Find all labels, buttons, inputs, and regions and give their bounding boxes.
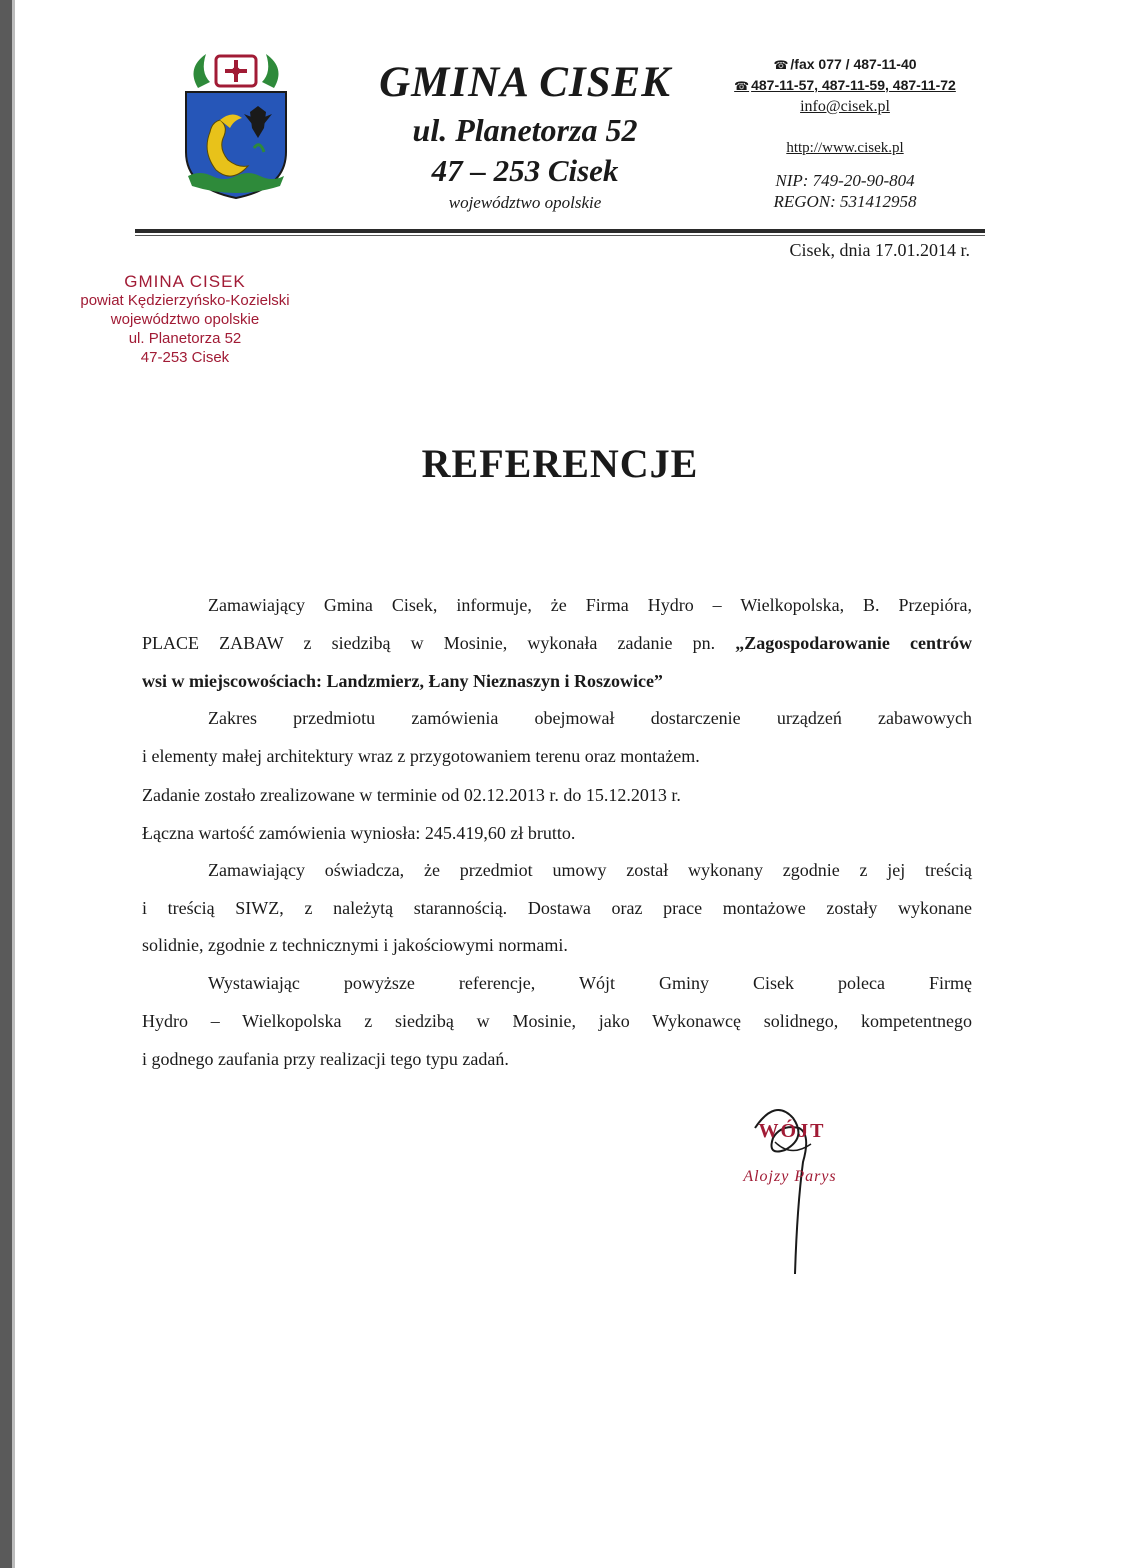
body-line: Zamawiający Gmina Cisek, informuje, że Firma Hydro – Wielkopolska, B. Przepióra, <box>208 595 972 615</box>
task-name: „Zagospodarowanie centrów <box>735 633 972 653</box>
body-line: i treścią SIWZ, z należytą starannością. Dostawa oraz prace montażowe zostały wykonane <box>142 898 972 918</box>
stamp-line: 47-253 Cisek <box>140 349 230 366</box>
body-line <box>142 633 972 653</box>
official-stamp <box>40 272 330 367</box>
body-line: Łączna wartość zamówienia wyniosła: 245.419,60 zł brutto. <box>142 823 576 843</box>
scan-edge-highlight <box>12 0 15 1568</box>
body-line: i elementy małej architektury wraz z przygotowaniem terenu oraz montażem. <box>142 746 700 766</box>
coat-of-arms-icon <box>180 48 292 202</box>
task-name-continued: wsi w miejscowościach: Landzmierz, Łany Nieznaszyn i Roszowice” <box>142 671 663 691</box>
body-line: Zakres przedmiotu zamówienia obejmował dostarczenie urządzeń zabawowych <box>208 708 972 728</box>
municipality-street: ul. Planetorza 52 <box>412 112 638 148</box>
body-line: Wystawiając powyższe referencje, Wójt Gminy Cisek poleca Firmę <box>208 973 972 993</box>
stamp-line: województwo opolskie <box>110 311 260 328</box>
municipality-title: GMINA CISEK <box>379 59 671 106</box>
header-divider <box>135 229 985 233</box>
header-divider-thin <box>135 235 985 236</box>
phone-icon: ☎ <box>773 58 789 72</box>
stamp-line: ul. Planetorza 52 <box>128 330 242 347</box>
scan-edge <box>0 0 12 1568</box>
contact-website[interactable]: http://www.cisek.pl <box>786 140 904 156</box>
contact-regon: REGON: 531412958 <box>773 192 917 211</box>
contact-fax-text: /fax 077 / 487-11-40 <box>790 56 917 72</box>
body-line: Zamawiający oświadcza, że przedmiot umowy został wykonany zgodnie z jej treścią <box>208 860 972 880</box>
stamp-line: powiat Kędzierzyńsko-Kozielski <box>80 292 290 309</box>
contact-nip: NIP: 749-20-90-804 <box>775 171 915 190</box>
municipality-region: województwo opolskie <box>448 193 602 212</box>
stamp-line: GMINA CISEK <box>124 272 246 291</box>
contact-phones-text: 487-11-57, 487-11-59, 487-11-72 <box>751 77 956 93</box>
body-line: Zadanie zostało zrealizowane w terminie od 02.12.2013 r. do 15.12.2013 r. <box>142 785 681 805</box>
contact-fax <box>720 56 970 72</box>
body-line: i godnego zaufania przy realizacji tego typu zadań. <box>142 1049 509 1069</box>
body-line: solidnie, zgodnie z technicznymi i jakościowymi normami. <box>142 935 568 955</box>
contact-email[interactable]: info@cisek.pl <box>800 98 890 115</box>
body-line: Hydro – Wielkopolska z siedzibą w Mosinie, jako Wykonawcę solidnego, kompetentnego <box>142 1011 972 1031</box>
body-text: PLACE ZABAW z siedzibą w Mosinie, wykonała zadanie pn. <box>142 633 736 653</box>
contact-phones <box>720 77 970 93</box>
document-date: Cisek, dnia 17.01.2014 r. <box>789 240 970 260</box>
phone-icon: ☎ <box>734 79 750 93</box>
signature-title: WÓJT <box>758 1120 826 1142</box>
municipality-zip-city: 47 – 253 Cisek <box>431 153 619 188</box>
document-title: REFERENCJE <box>421 441 699 486</box>
signature-name: Alojzy Parys <box>743 1168 837 1185</box>
